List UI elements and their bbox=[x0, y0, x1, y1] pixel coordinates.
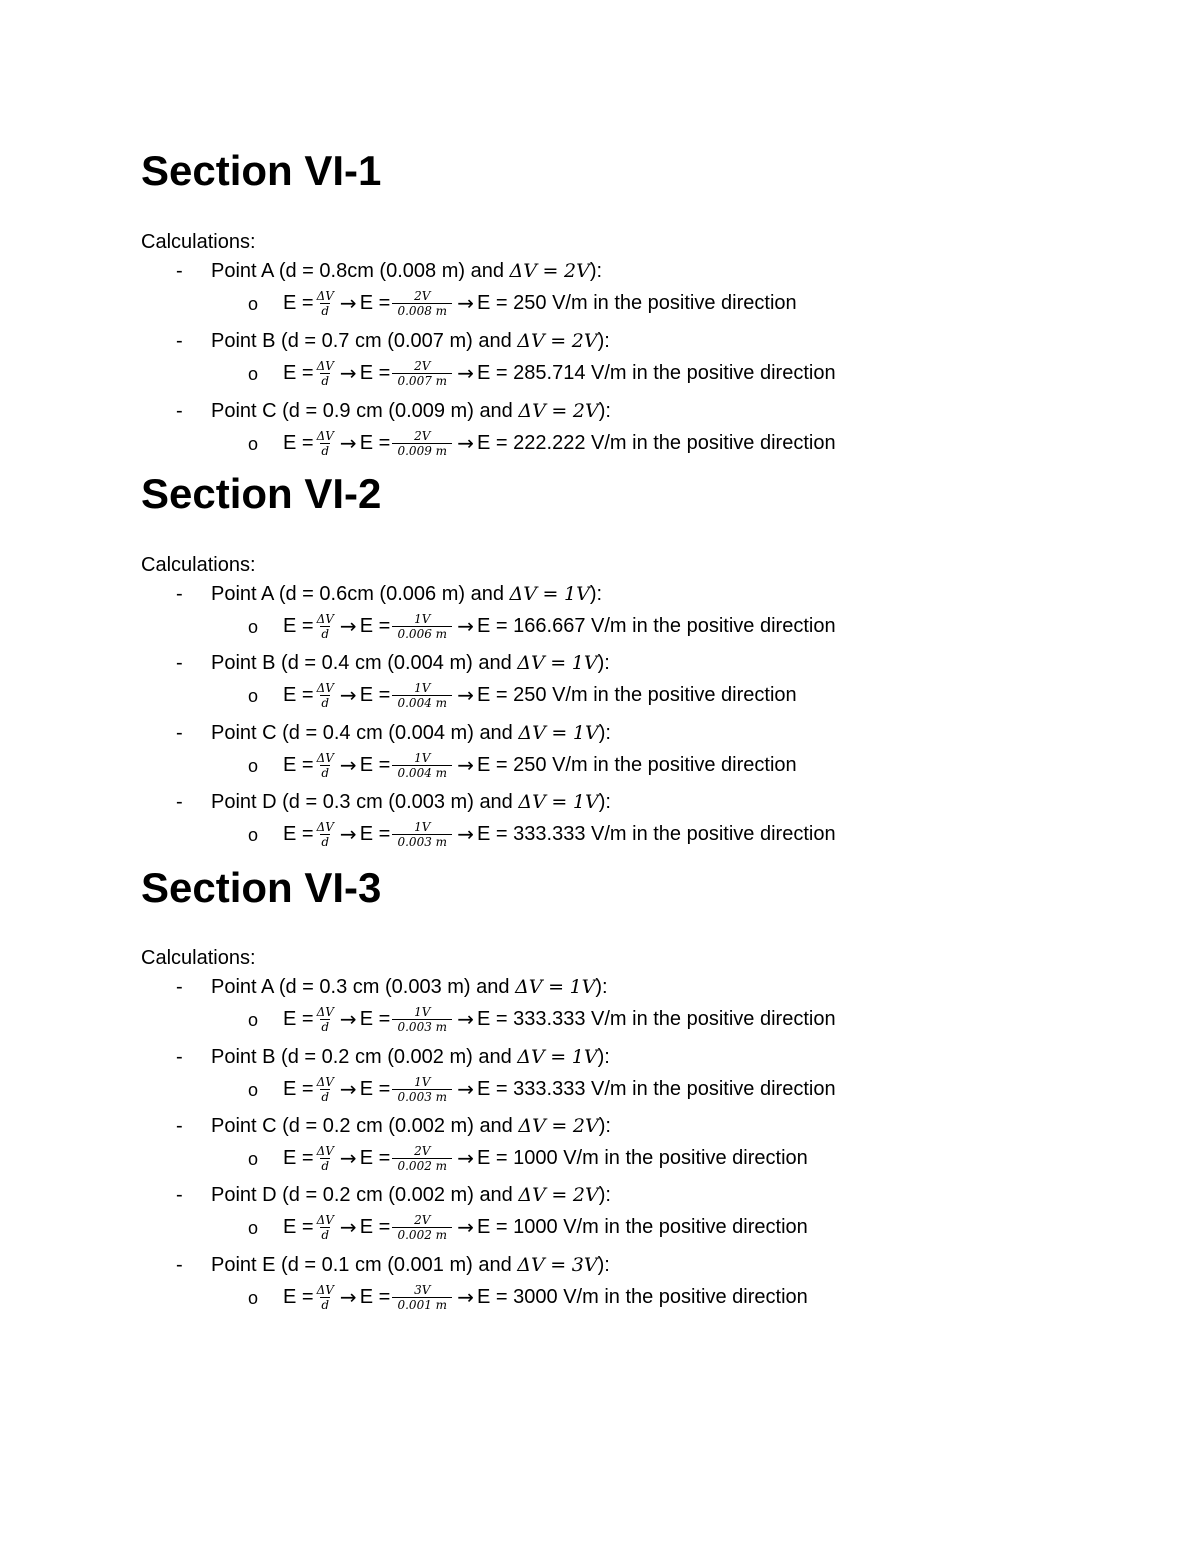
equation-row bbox=[0, 604, 1200, 648]
result-text: E = 250 V/m in the positive direction bbox=[477, 291, 797, 314]
result-text: E = 250 V/m in the positive direction bbox=[477, 753, 797, 776]
dash-bullet: - bbox=[176, 976, 183, 998]
arrow-icon: → bbox=[339, 291, 357, 315]
point-label: Point D (d = 0.3 cm (0.003 m) and ΔV = 1V): bbox=[211, 791, 611, 813]
value-fraction: $\frac{2V}{0.009 m}$ bbox=[392, 429, 452, 458]
circle-bullet-icon: o bbox=[248, 1149, 259, 1169]
arrow-icon: → bbox=[339, 1146, 357, 1170]
equation: E = $\frac{\Delta V}{d}$ → E = $\frac{1V}{0.003 m}$ → E = 333.333 V/m in the positive direction bbox=[283, 1074, 836, 1104]
point-label: Point C (d = 0.4 cm (0.004 m) and ΔV = 1V): bbox=[211, 722, 611, 744]
circle-bullet-icon: o bbox=[248, 294, 259, 314]
dv-over-d-fraction: $\frac{\Delta V}{d}$ bbox=[316, 288, 334, 318]
equation: E = $\frac{\Delta V}{d}$ → E = $\frac{1V}{0.004 m}$ → E = 250 V/m in the positive direction bbox=[283, 680, 797, 710]
list-item bbox=[0, 259, 1200, 329]
value-fraction: $\frac{2V}{0.002 m}$ bbox=[392, 1213, 452, 1242]
point-label: Point B (d = 0.4 cm (0.004 m) and ΔV = 1V): bbox=[211, 652, 610, 674]
list-item bbox=[0, 1045, 1200, 1115]
dv-over-d-fraction: $\frac{\Delta V}{d}$ bbox=[316, 1143, 334, 1173]
equation: E = $\frac{\Delta V}{d}$ → E = $\frac{1V}{0.006 m}$ → E = 166.667 V/m in the positive direction bbox=[283, 611, 836, 641]
dash-bullet: - bbox=[176, 722, 183, 744]
result-text: E = 285.714 V/m in the positive direction bbox=[477, 361, 836, 384]
dv-over-d-fraction: $\frac{\Delta V}{d}$ bbox=[316, 1004, 334, 1034]
dash-bullet: - bbox=[176, 1115, 183, 1137]
list-item bbox=[0, 651, 1200, 721]
equation-row bbox=[0, 421, 1200, 465]
arrow-icon: → bbox=[457, 1077, 475, 1101]
result-text: E = 333.333 V/m in the positive direction bbox=[477, 822, 836, 845]
circle-bullet-icon: o bbox=[248, 756, 259, 776]
arrow-icon: → bbox=[457, 683, 475, 707]
circle-bullet-icon: o bbox=[248, 1288, 259, 1308]
point-label: Point A (d = 0.3 cm (0.003 m) and ΔV = 1V): bbox=[211, 976, 608, 998]
value-fraction: $\frac{2V}{0.007 m}$ bbox=[392, 359, 452, 388]
arrow-icon: → bbox=[457, 1007, 475, 1031]
equation: E = $\frac{\Delta V}{d}$ → E = $\frac{2V}{0.002 m}$ → E = 1000 V/m in the positive direction bbox=[283, 1212, 808, 1242]
dash-bullet: - bbox=[176, 260, 183, 282]
circle-bullet-icon: o bbox=[248, 364, 259, 384]
value-fraction: $\frac{1V}{0.006 m}$ bbox=[392, 612, 452, 641]
point-label: Point C (d = 0.9 cm (0.009 m) and ΔV = 2V): bbox=[211, 400, 611, 422]
arrow-icon: → bbox=[339, 1077, 357, 1101]
arrow-icon: → bbox=[339, 822, 357, 846]
section-heading: Section VI-2 bbox=[141, 470, 382, 517]
circle-bullet-icon: o bbox=[248, 434, 259, 454]
list-item bbox=[0, 721, 1200, 791]
result-text: E = 1000 V/m in the positive direction bbox=[477, 1146, 808, 1169]
dash-bullet: - bbox=[176, 652, 183, 674]
result-text: E = 250 V/m in the positive direction bbox=[477, 683, 797, 706]
list-item bbox=[0, 1183, 1200, 1253]
result-text: E = 3000 V/m in the positive direction bbox=[477, 1285, 808, 1308]
arrow-icon: → bbox=[457, 753, 475, 777]
equation: E = $\frac{\Delta V}{d}$ → E = $\frac{1V}{0.004 m}$ → E = 250 V/m in the positive direction bbox=[283, 750, 797, 780]
value-fraction: $\frac{1V}{0.003 m}$ bbox=[392, 1075, 452, 1104]
point-label: Point E (d = 0.1 cm (0.001 m) and ΔV = 3V): bbox=[211, 1254, 610, 1276]
equation-row bbox=[0, 812, 1200, 856]
circle-bullet-icon: o bbox=[248, 1080, 259, 1100]
dv-over-d-fraction: $\frac{\Delta V}{d}$ bbox=[316, 750, 334, 780]
list-item bbox=[0, 582, 1200, 652]
arrow-icon: → bbox=[457, 1215, 475, 1239]
equation: E = $\frac{\Delta V}{d}$ → E = $\frac{2V}{0.009 m}$ → E = 222.222 V/m in the positive direction bbox=[283, 428, 836, 458]
dv-over-d-fraction: $\frac{\Delta V}{d}$ bbox=[316, 611, 334, 641]
equation-row bbox=[0, 743, 1200, 787]
equation-row bbox=[0, 673, 1200, 717]
equation-row bbox=[0, 1275, 1200, 1319]
point-label: Point B (d = 0.2 cm (0.002 m) and ΔV = 1V): bbox=[211, 1046, 610, 1068]
equation-row bbox=[0, 351, 1200, 395]
dv-over-d-fraction: $\frac{\Delta V}{d}$ bbox=[316, 358, 334, 388]
arrow-icon: → bbox=[339, 753, 357, 777]
arrow-icon: → bbox=[339, 1285, 357, 1309]
dv-over-d-fraction: $\frac{\Delta V}{d}$ bbox=[316, 1212, 334, 1242]
equation-row bbox=[0, 997, 1200, 1041]
circle-bullet-icon: o bbox=[248, 825, 259, 845]
list-item bbox=[0, 1253, 1200, 1323]
equation: E = $\frac{\Delta V}{d}$ → E = $\frac{3V}{0.001 m}$ → E = 3000 V/m in the positive direction bbox=[283, 1282, 808, 1312]
arrow-icon: → bbox=[339, 431, 357, 455]
value-fraction: $\frac{1V}{0.003 m}$ bbox=[392, 820, 452, 849]
dv-over-d-fraction: $\frac{\Delta V}{d}$ bbox=[316, 1074, 334, 1104]
equation-row bbox=[0, 281, 1200, 325]
circle-bullet-icon: o bbox=[248, 1010, 259, 1030]
equation: E = $\frac{\Delta V}{d}$ → E = $\frac{2V}{0.007 m}$ → E = 285.714 V/m in the positive direction bbox=[283, 358, 836, 388]
calculations-label: Calculations: bbox=[141, 554, 256, 576]
value-fraction: $\frac{1V}{0.003 m}$ bbox=[392, 1005, 452, 1034]
result-text: E = 222.222 V/m in the positive direction bbox=[477, 431, 836, 454]
result-text: E = 1000 V/m in the positive direction bbox=[477, 1215, 808, 1238]
value-fraction: $\frac{2V}{0.008 m}$ bbox=[392, 289, 452, 318]
point-label: Point D (d = 0.2 cm (0.002 m) and ΔV = 2V): bbox=[211, 1184, 611, 1206]
dash-bullet: - bbox=[176, 1046, 183, 1068]
point-label: Point C (d = 0.2 cm (0.002 m) and ΔV = 2V): bbox=[211, 1115, 611, 1137]
dv-over-d-fraction: $\frac{\Delta V}{d}$ bbox=[316, 819, 334, 849]
result-text: E = 166.667 V/m in the positive direction bbox=[477, 614, 836, 637]
dash-bullet: - bbox=[176, 1184, 183, 1206]
section-heading: Section VI-1 bbox=[141, 147, 382, 194]
arrow-icon: → bbox=[339, 361, 357, 385]
circle-bullet-icon: o bbox=[248, 617, 259, 637]
list-item bbox=[0, 399, 1200, 469]
arrow-icon: → bbox=[339, 1215, 357, 1239]
result-text: E = 333.333 V/m in the positive direction bbox=[477, 1007, 836, 1030]
dv-over-d-fraction: $\frac{\Delta V}{d}$ bbox=[316, 1282, 334, 1312]
arrow-icon: → bbox=[457, 1285, 475, 1309]
value-fraction: $\frac{1V}{0.004 m}$ bbox=[392, 681, 452, 710]
list-item bbox=[0, 975, 1200, 1045]
point-label: Point A (d = 0.8cm (0.008 m) and ΔV = 2V): bbox=[211, 260, 603, 282]
calculations-label: Calculations: bbox=[141, 231, 256, 253]
point-label: Point B (d = 0.7 cm (0.007 m) and ΔV = 2V): bbox=[211, 330, 610, 352]
arrow-icon: → bbox=[457, 1146, 475, 1170]
arrow-icon: → bbox=[457, 431, 475, 455]
arrow-icon: → bbox=[457, 291, 475, 315]
dash-bullet: - bbox=[176, 1254, 183, 1276]
equation: E = $\frac{\Delta V}{d}$ → E = $\frac{1V}{0.003 m}$ → E = 333.333 V/m in the positive direction bbox=[283, 819, 836, 849]
dv-over-d-fraction: $\frac{\Delta V}{d}$ bbox=[316, 680, 334, 710]
arrow-icon: → bbox=[457, 822, 475, 846]
equation-row bbox=[0, 1067, 1200, 1111]
value-fraction: $\frac{2V}{0.002 m}$ bbox=[392, 1144, 452, 1173]
calculations-label: Calculations: bbox=[141, 947, 256, 969]
arrow-icon: → bbox=[339, 1007, 357, 1031]
dash-bullet: - bbox=[176, 583, 183, 605]
dv-over-d-fraction: $\frac{\Delta V}{d}$ bbox=[316, 428, 334, 458]
arrow-icon: → bbox=[457, 361, 475, 385]
dash-bullet: - bbox=[176, 791, 183, 813]
dash-bullet: - bbox=[176, 400, 183, 422]
section-heading: Section VI-3 bbox=[141, 864, 382, 911]
arrow-icon: → bbox=[457, 614, 475, 638]
list-item bbox=[0, 1114, 1200, 1184]
list-item bbox=[0, 790, 1200, 860]
list-item bbox=[0, 329, 1200, 399]
equation-row bbox=[0, 1205, 1200, 1249]
value-fraction: $\frac{1V}{0.004 m}$ bbox=[392, 751, 452, 780]
equation: E = $\frac{\Delta V}{d}$ → E = $\frac{2V}{0.002 m}$ → E = 1000 V/m in the positive direction bbox=[283, 1143, 808, 1173]
circle-bullet-icon: o bbox=[248, 1218, 259, 1238]
arrow-icon: → bbox=[339, 683, 357, 707]
arrow-icon: → bbox=[339, 614, 357, 638]
circle-bullet-icon: o bbox=[248, 686, 259, 706]
dash-bullet: - bbox=[176, 330, 183, 352]
equation-row bbox=[0, 1136, 1200, 1180]
equation: E = $\frac{\Delta V}{d}$ → E = $\frac{2V}{0.008 m}$ → E = 250 V/m in the positive direction bbox=[283, 288, 797, 318]
result-text: E = 333.333 V/m in the positive direction bbox=[477, 1077, 836, 1100]
value-fraction: $\frac{3V}{0.001 m}$ bbox=[392, 1283, 452, 1312]
point-label: Point A (d = 0.6cm (0.006 m) and ΔV = 1V): bbox=[211, 583, 603, 605]
equation: E = $\frac{\Delta V}{d}$ → E = $\frac{1V}{0.003 m}$ → E = 333.333 V/m in the positive direction bbox=[283, 1004, 836, 1034]
